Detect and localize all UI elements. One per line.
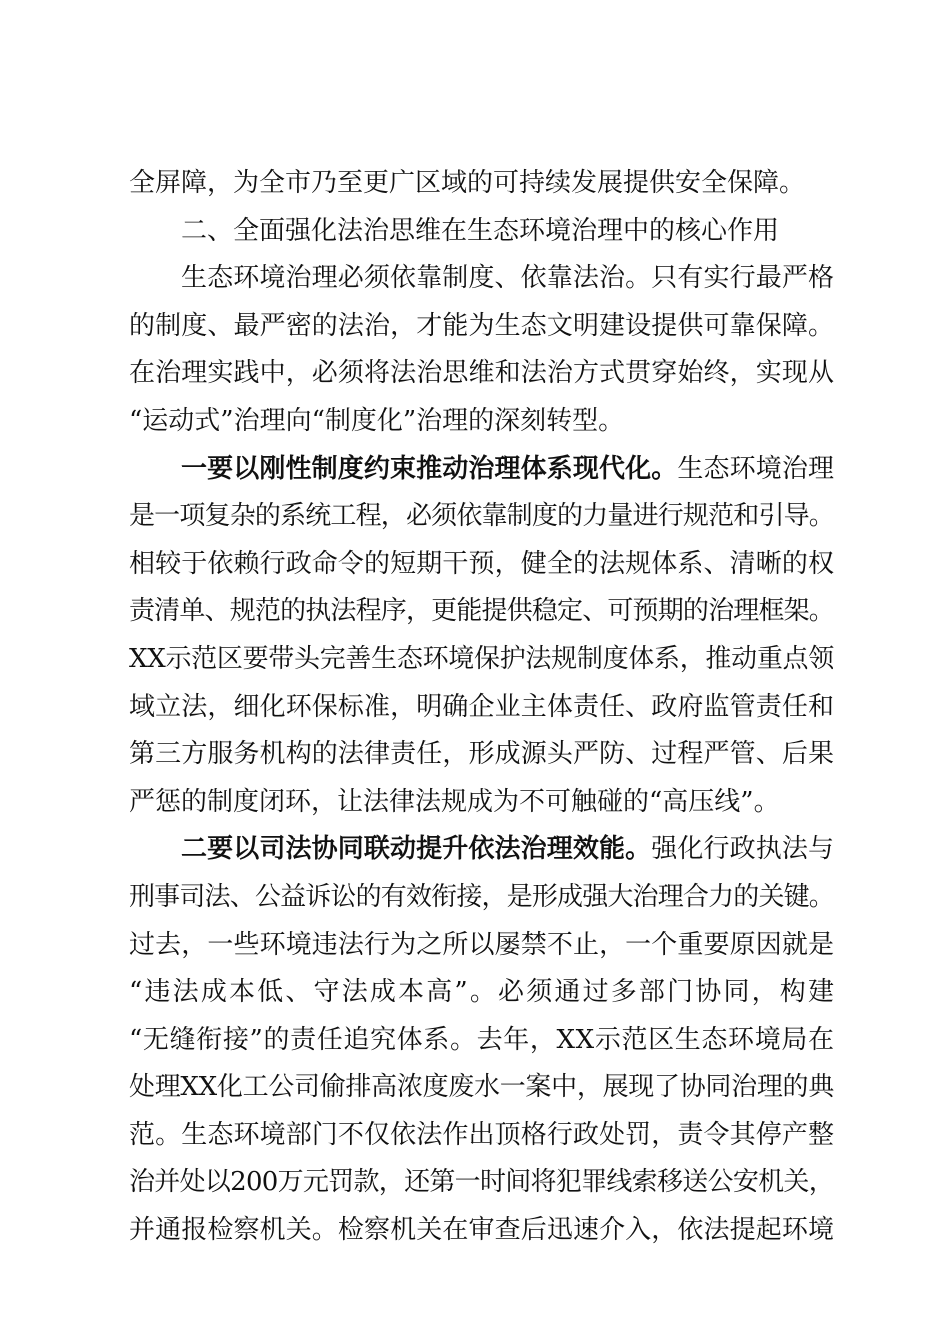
- paragraph-line: “违法成本低、守法成本高”。必须通过多部门协同，构建: [129, 977, 837, 1008]
- bold-lead-sentence: 一要以刚性制度约束推动治理体系现代化。: [181, 453, 678, 484]
- paragraph-line: 并通报检察机关。检察机关在审查后迅速介入，依法提起环境: [129, 1215, 835, 1246]
- paragraph-line: 治并处以200万元罚款，还第一时间将犯罪线索移送公安机关，: [129, 1167, 834, 1198]
- document-body: [129, 160, 837, 1255]
- paragraph-text: 强化行政执法与: [651, 834, 835, 865]
- paragraph-line: 生态环境治理必须依靠制度、依靠法治。只有实行最严格: [181, 263, 835, 294]
- paragraph-line: 范。生态环境部门不仅依法作出顶格行政处罚，责令其停产整: [129, 1119, 835, 1150]
- paragraph-line: [129, 826, 834, 874]
- paragraph-line: 域立法，细化环保标准，明确企业主体责任、政府监管责任和: [129, 691, 835, 722]
- paragraph-line: 的制度、最严密的法治，才能为生态文明建设提供可靠保障。: [129, 310, 835, 341]
- paragraph-line: 严惩的制度闭环，让法律法规成为不可触碰的“高压线”。: [129, 786, 780, 817]
- paragraph-line: 是一项复杂的系统工程，必须依靠制度的力量进行规范和引导。: [129, 501, 834, 532]
- paragraph-line: “运动式”治理向“制度化”治理的深刻转型。: [129, 405, 625, 436]
- paragraph-line: 第三方服务机构的法律责任，形成源头严防、过程严管、后果: [129, 739, 835, 770]
- bold-lead-sentence: 二要以司法协同联动提升依法治理效能。: [181, 834, 652, 865]
- paragraph-line: 刑事司法、公益诉讼的有效衔接，是形成强大治理合力的关键。: [129, 881, 834, 912]
- paragraph-line: 在治理实践中，必须将法治思维和法治方式贯穿始终，实现从: [129, 358, 835, 389]
- paragraph-line: [129, 446, 834, 494]
- paragraph-line: 相较于依赖行政命令的短期干预，健全的法规体系、清晰的权: [129, 548, 835, 579]
- section-heading: 二、全面强化法治思维在生态环境治理中的核心作用: [181, 215, 780, 246]
- paragraph-line: 全屏障，为全市乃至更广区域的可持续发展提供安全保障。: [129, 168, 806, 198]
- paragraph-line: 处理XX化工公司偷排高浓度废水一案中，展现了协同治理的典: [129, 1072, 834, 1103]
- paragraph-text: 生态环境治理: [677, 453, 835, 484]
- paragraph-line: “无缝衔接”的责任追究体系。去年，XX示范区生态环境局在: [129, 1024, 835, 1055]
- paragraph-line: XX示范区要带头完善生态环境保护法规制度体系，推动重点领: [129, 643, 834, 674]
- paragraph-line: 责清单、规范的执法程序，更能提供稳定、可预期的治理框架。: [129, 596, 834, 627]
- paragraph-line: 过去，一些环境违法行为之所以屡禁不止，一个重要原因就是: [129, 929, 835, 960]
